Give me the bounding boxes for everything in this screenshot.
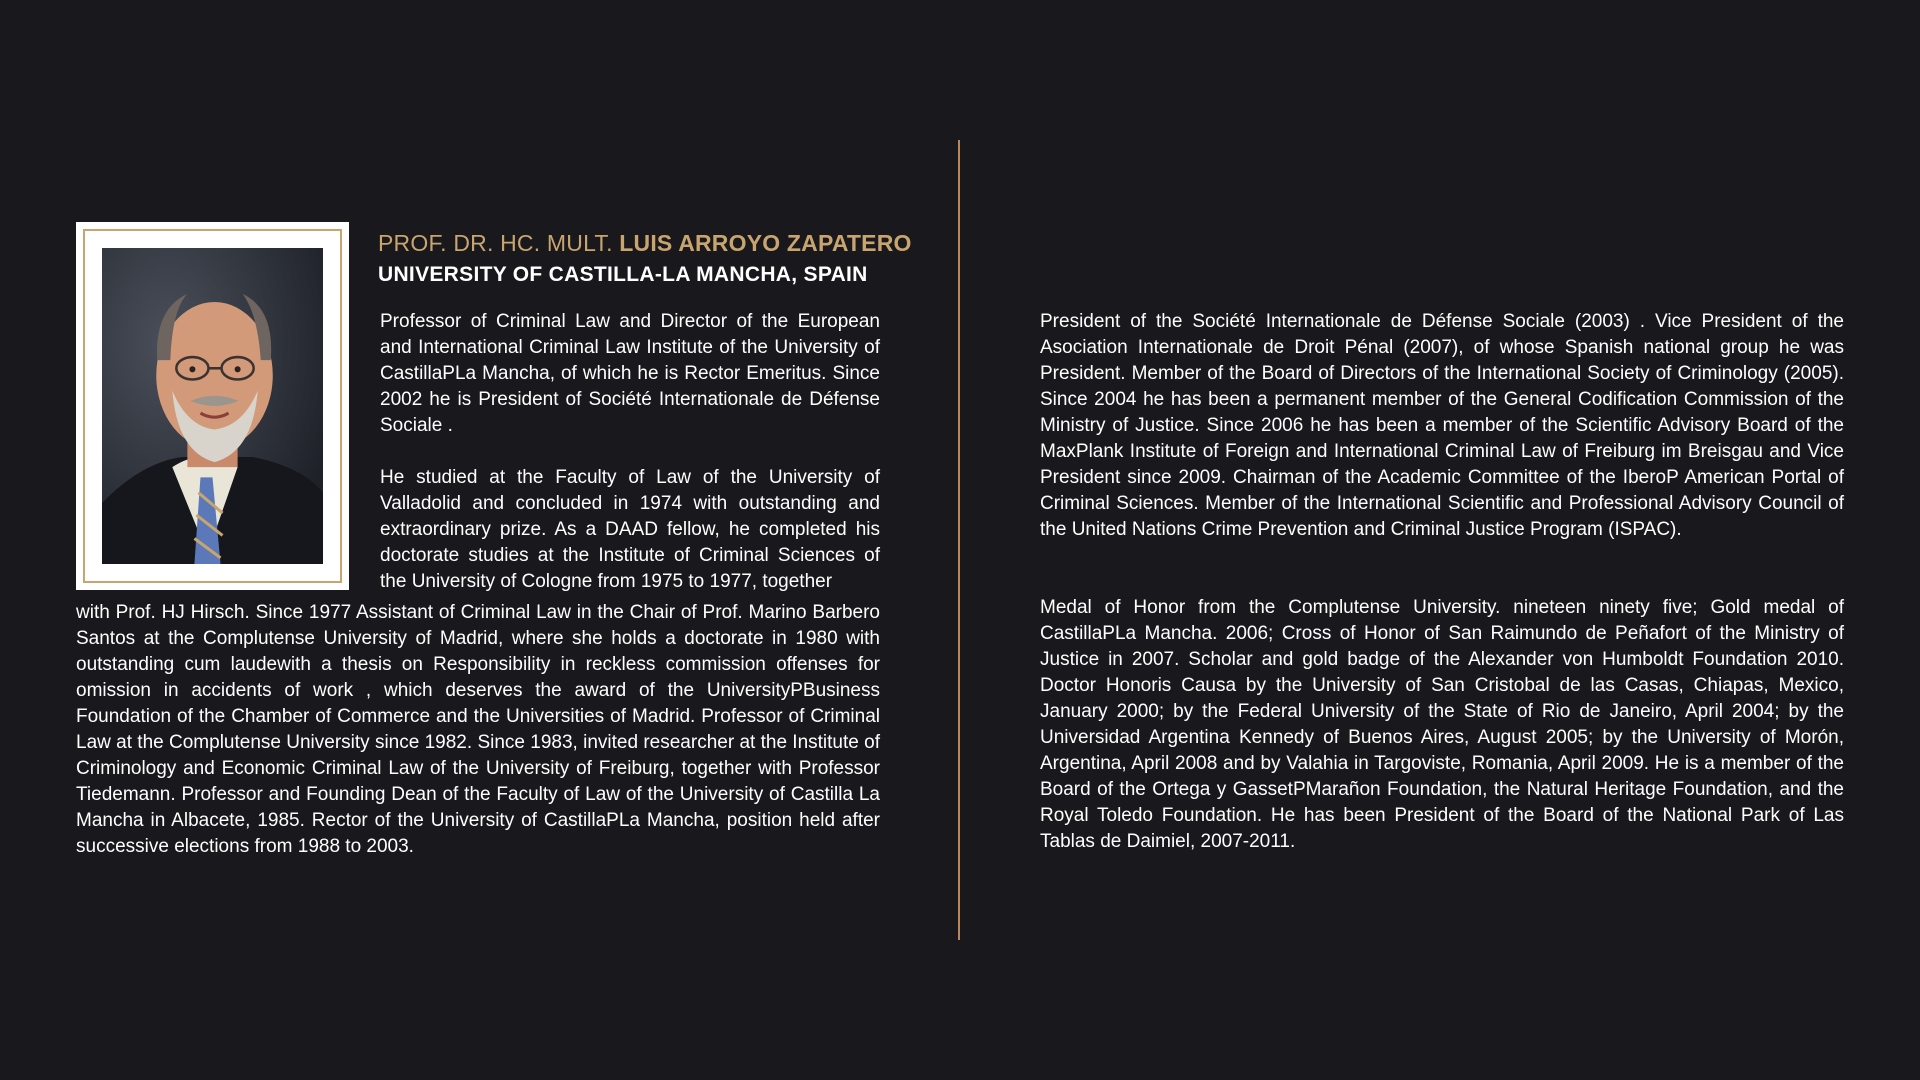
portrait-photo (102, 248, 323, 564)
portrait-illustration (102, 248, 323, 564)
portrait-frame (76, 222, 349, 590)
bio-paragraph-3: President of the Société Internationale de Défense Sociale (2003) . Vice President of the Asociation Internationale de Droit Pénal (2007), of whose Spanish national group he was President. Member of the Board of Directors of the International Society of Criminology (2005). Since 2004 he has been a permanent member of the General Codification Commission of the Ministry of Justice. Since 2006 he has been a member of the Scientific Advisory Board of the MaxPlank Institute of Foreign and International Criminal Law of Freiburg im Breisgau and Vice President since 2009. Chairman of the Academic Committee of the IberoP American Portal of Criminal Sciences. Member of the International Scientific and Professional Advisory Council of the United Nations Crime Prevention and Criminal Justice Program (ISPAC). (1040, 311, 1844, 540)
title-prefix: PROF. DR. HC. MULT. (378, 230, 620, 256)
bio-paragraph-1: Professor of Criminal Law and Director of the European and International Criminal Law Institute of the University of CastillaPLa Mancha, of which he is Rector Emeritus. Since 2002 he is President of Société Internationale de Défense Sociale . (380, 311, 880, 436)
page-title (378, 230, 912, 257)
title-name: LUIS ARROYO ZAPATERO (619, 230, 912, 256)
bio-paragraph-2-part-2: with Prof. HJ Hirsch. Since 1977 Assistant of Criminal Law in the Chair of Prof. Marino Barbero Santos at the Complutense University of Madrid, where she holds a doctorate in 1980 with outstanding cum laudewith a thesis on Responsibility in reckless commission offenses for omission in accidents of work , which deserves the award of the UniversityPBusiness Foundation of the Chamber of Commerce and the Universities of Madrid. Professor of Criminal Law at the Complutense University since 1982. Since 1983, invited researcher at the Institute of Criminology and Economic Criminal Law of the University of Freiburg, together with Professor Tiedemann. Professor and Founding Dean of the Faculty of Law of the University of Castilla La Mancha in Albacete, 1985. Rector of the University of CastillaPLa Mancha, position held after successive elections from 1988 to 2003. (76, 602, 880, 857)
bio-paragraph-4: Medal of Honor from the Complutense University. nineteen ninety five; Gold medal of CastillaPLa Mancha. 2006; Cross of Honor of San Raimundo de Peñafort of the Ministry of Justice in 2007. Scholar and gold badge of the Alexander von Humboldt Foundation 2010. Doctor Honoris Causa by the University of San Cristobal de las Casas, Chiapas, Mexico, January 2000; by the Federal University of the State of Rio de Janeiro, April 2004; by the Universidad Argentina Kennedy of Buenos Aires, August 2005; by the University of Morón, Argentina, April 2008 and by Valahia in Targoviste, Romania, April 2009. He is a member of the Board of the Ortega y GassetPMarañon Foundation, the Natural Heritage Foundation, and the Royal Toledo Foundation. He has been President of the Board of the National Park of Las Tablas de Daimiel, 2007-2011. (1040, 597, 1844, 852)
page-subtitle: UNIVERSITY OF CASTILLA-LA MANCHA, SPAIN (378, 263, 868, 286)
bio-paragraph-2-part-1: He studied at the Faculty of Law of the University of Valladolid and concluded in 1974 with outstanding and extraordinary prize. As a DAAD fellow, he completed his doctorate studies at the Institute of Criminal Sciences of the University of Cologne from 1975 to 1977, together (380, 467, 880, 592)
portrait-inner-border (83, 229, 342, 583)
column-divider (958, 140, 960, 940)
